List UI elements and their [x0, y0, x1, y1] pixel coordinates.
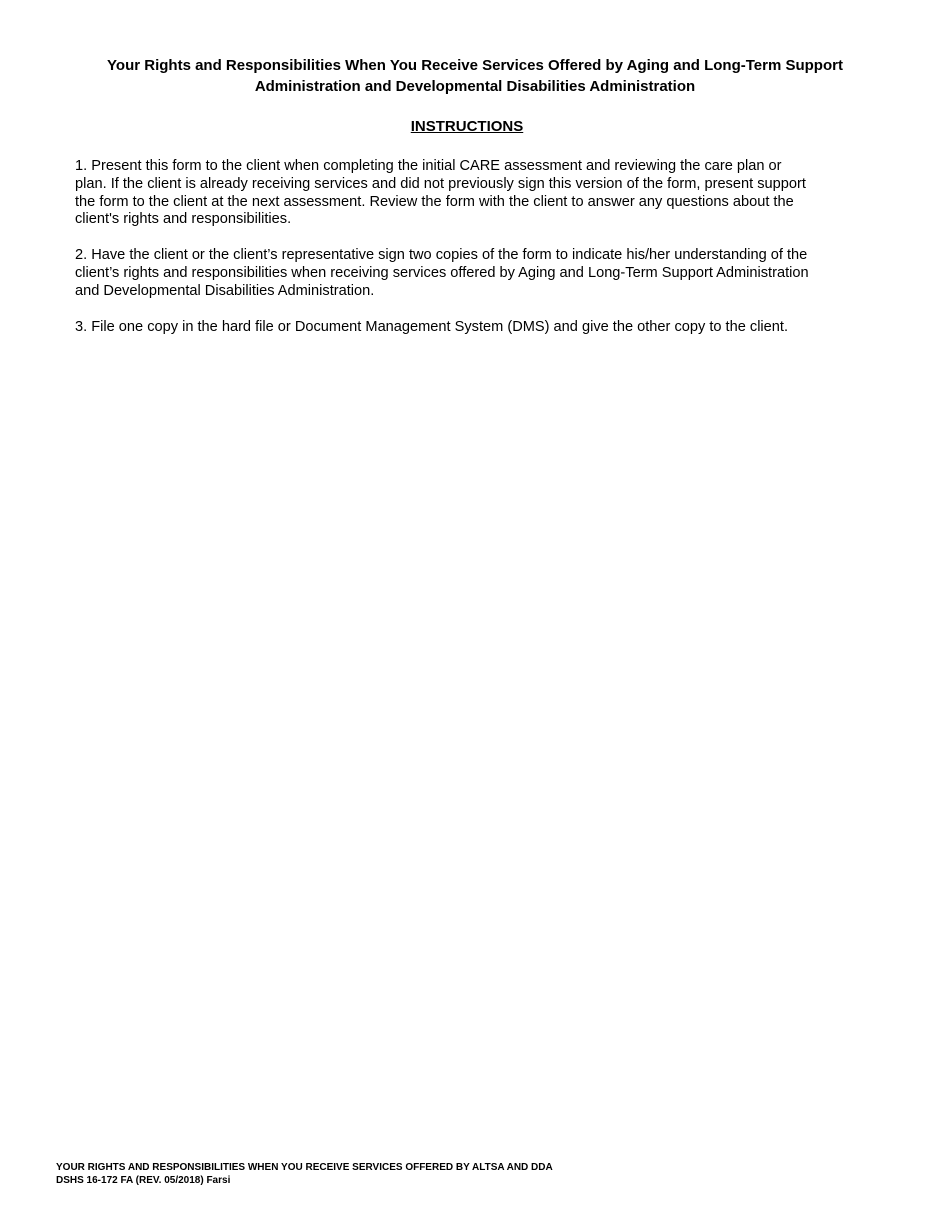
instruction-line: and Developmental Disabilities Administration. — [75, 282, 375, 299]
instruction-line: plan. If the client is already receiving services and did not previously sign this version of the form, present support — [75, 175, 806, 192]
footer-form-title: YOUR RIGHTS AND RESPONSIBILITIES WHEN YOU RECEIVE SERVICES OFFERED BY ALTSA AND DDA — [56, 1162, 553, 1173]
footer-form-number: DSHS 16-172 FA (REV. 05/2018) Farsi — [56, 1174, 231, 1186]
instruction-item-2 — [75, 247, 870, 300]
instruction-line: 3. File one copy in the hard file or Document Management System (DMS) and give the other copy to the client. — [75, 318, 789, 335]
instruction-item-3 — [75, 319, 870, 337]
instruction-line: the form to the client at the next assessment. Review the form with the client to answer any questions about the — [75, 193, 794, 210]
section-heading-instructions: INSTRUCTIONS — [410, 118, 524, 135]
page-title-line-1: Your Rights and Responsibilities When You Receive Services Offered by Aging and Long-Term Support — [107, 57, 843, 74]
page-title-line-2: Administration and Developmental Disabilities Administration — [254, 78, 696, 95]
page-title — [60, 55, 890, 97]
instruction-item-1 — [75, 158, 870, 229]
instruction-line: client’s rights and responsibilities when receiving services offered by Aging and Long-Term Support Administration — [75, 264, 809, 281]
instruction-line: client's rights and responsibilities. — [75, 211, 292, 228]
page-footer — [56, 1162, 553, 1187]
instructions-list — [75, 158, 870, 354]
instruction-line: 2. Have the client or the client’s representative sign two copies of the form to indicate his/her understanding of the — [75, 247, 808, 264]
instruction-line: 1. Present this form to the client when completing the initial CARE assessment and reviewing the care plan or — [75, 158, 782, 174]
